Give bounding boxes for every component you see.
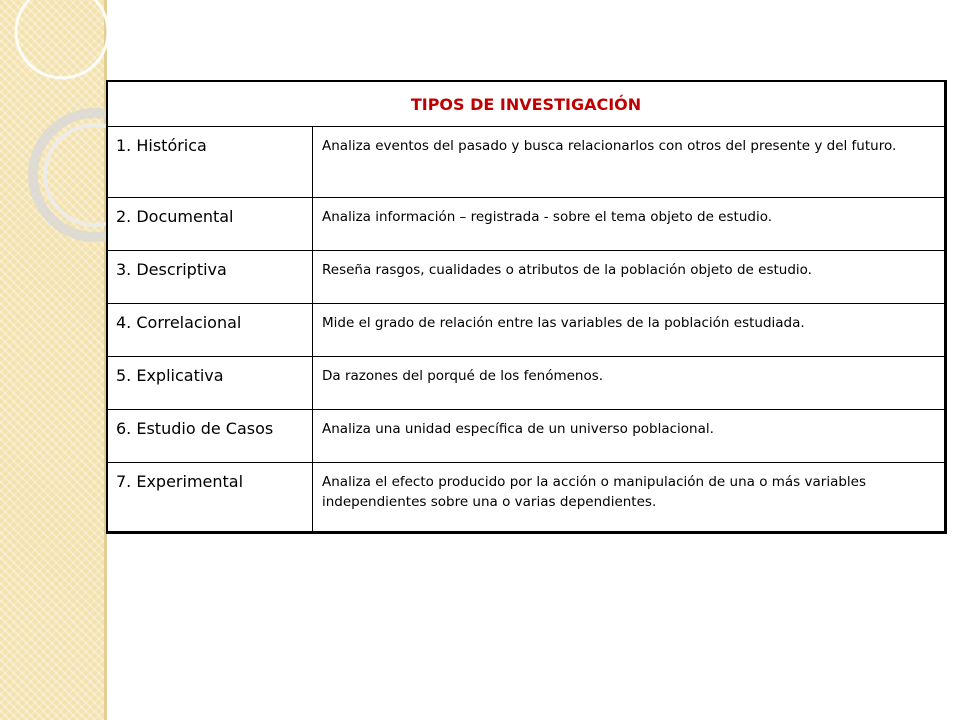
table-row (108, 357, 944, 410)
research-types-table (106, 80, 947, 534)
description-cell: Mide el grado de relación entre las variables de la población estudiada. (322, 315, 805, 331)
description-cell: Analiza una unidad específica de un universo poblacional. (322, 421, 714, 437)
type-cell: 2. Documental (108, 198, 313, 250)
description-cell: Analiza información – registrada - sobre el tema objeto de estudio. (322, 209, 773, 225)
description-cell: Analiza eventos del pasado y busca relacionarlos con otros del presente y del futuro. (322, 138, 897, 154)
table-row (108, 198, 944, 251)
description-cell: Da razones del porqué de los fenómenos. (322, 368, 604, 384)
description-cell: Reseña rasgos, cualidades o atributos de la población objeto de estudio. (322, 262, 812, 278)
type-cell: 4. Correlacional (108, 304, 313, 356)
table-title: TIPOS DE INVESTIGACIÓN (108, 82, 944, 127)
type-cell: 6. Estudio de Casos (108, 410, 313, 462)
description-cell: Analiza el efecto producido por la acción o manipulación de una o más variables independientes sobre una o varias dependientes. (322, 474, 867, 510)
type-cell: 3. Descriptiva (108, 251, 313, 303)
table-row (108, 304, 944, 357)
table-row (108, 463, 944, 531)
table-row (108, 251, 944, 304)
type-cell: 7. Experimental (108, 463, 313, 531)
type-cell: 1. Histórica (108, 127, 313, 197)
table-row (108, 127, 944, 198)
table-row (108, 410, 944, 463)
type-cell: 5. Explicativa (108, 357, 313, 409)
